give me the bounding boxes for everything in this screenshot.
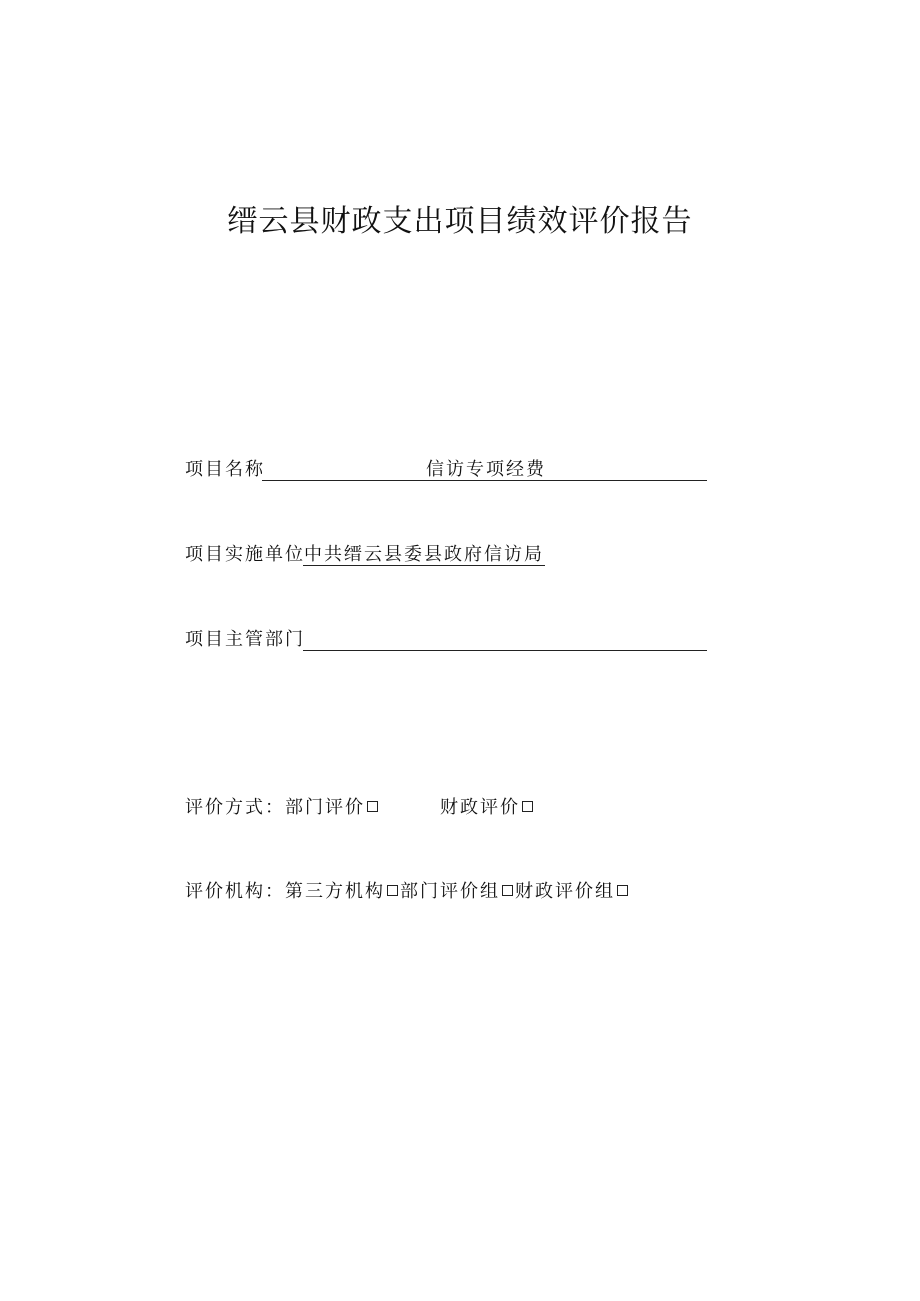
document-title: 缙云县财政支出项目绩效评价报告 bbox=[227, 204, 693, 239]
project-name-value: 信访专项经费 bbox=[426, 459, 546, 480]
supervising-dept-label: 项目主管部门 bbox=[185, 629, 305, 650]
option-third-party: 第三方机构 bbox=[285, 881, 385, 902]
implementing-unit-value: 中共缙云县委县政府信访局 bbox=[304, 544, 544, 565]
evaluation-method-row bbox=[185, 795, 535, 821]
evaluation-method-label: 评价方式： bbox=[185, 797, 285, 818]
option-finance-eval-group: 财政评价组 bbox=[515, 881, 615, 902]
implementing-unit-label: 项目实施单位 bbox=[185, 544, 305, 565]
supervising-dept-underline bbox=[303, 650, 707, 651]
evaluation-agency-label: 评价机构： bbox=[185, 881, 285, 902]
checkbox-department-evaluation[interactable] bbox=[367, 801, 378, 812]
checkbox-third-party[interactable] bbox=[387, 885, 398, 896]
checkbox-finance-evaluation[interactable] bbox=[522, 801, 533, 812]
checkbox-dept-eval-group[interactable] bbox=[502, 885, 513, 896]
evaluation-agency-row bbox=[185, 879, 630, 905]
option-department-evaluation: 部门评价 bbox=[285, 797, 365, 818]
option-dept-eval-group: 部门评价组 bbox=[400, 881, 500, 902]
option-finance-evaluation: 财政评价 bbox=[440, 797, 520, 818]
project-name-label: 项目名称 bbox=[185, 459, 265, 480]
checkbox-finance-eval-group[interactable] bbox=[617, 885, 628, 896]
